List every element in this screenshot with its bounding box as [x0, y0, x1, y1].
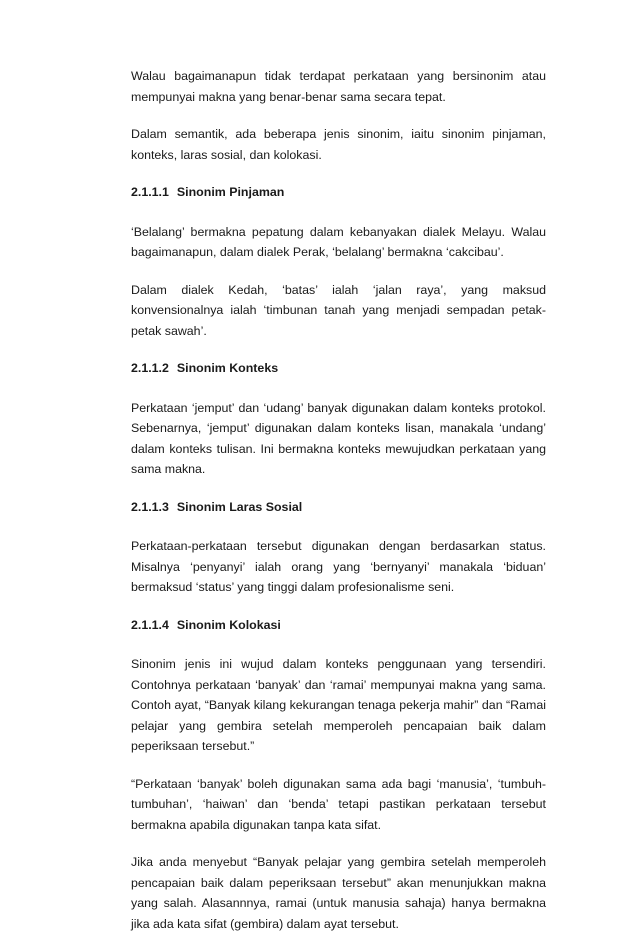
section-title: Sinonim Kolokasi — [176, 617, 281, 632]
section-heading-konteks — [131, 358, 546, 379]
section-number: 2.1.1.1 — [131, 185, 169, 199]
section-heading-laras-sosial — [131, 497, 546, 518]
paragraph-kedah: Dalam dialek Kedah, ‘batas’ ialah ‘jalan raya’, yang maksud konvensionalnya ialah ‘timbunan tanah yang menjadi sempadan petak-petak sawah’. — [131, 282, 546, 338]
section-heading-pinjaman — [131, 182, 546, 203]
paragraph-laras-sosial: Perkataan-perkataan tersebut digunakan dengan berdasarkan status. Misalnya ‘penyanyi’ ialah orang yang ‘bernyanyi’ manakala ‘biduan’ bermaksud ‘status’ yang tinggi dalam profesionalisme seni. — [131, 539, 546, 594]
paragraph-belalang: ‘Belalang’ bermakna pepatung dalam kebanyakan dialek Melayu. Walau bagaimanapun, dalam dialek Perak, ‘belalang’ bermakna ‘cakcibau’. — [131, 224, 546, 259]
section-title: Sinonim Laras Sosial — [176, 499, 303, 514]
paragraph-kolokasi: Sinonim jenis ini wujud dalam konteks penggunaan yang tersendiri. Contohnya perkataan ‘banyak’ dan ‘ramai’ mempunyai makna yang sama. Contoh ayat, “Banyak kilang kekurangan tenaga pekerja mahir” dan “Ramai pelajar yang gembira setelah memperoleh pencapaian baik dalam peperiksaan tersebut.” — [131, 657, 546, 753]
document-page — [131, 66, 546, 951]
paragraph-intro: Walau bagaimanapun tidak terdapat perkataan yang bersinonim atau mempunyai makna yang benar-benar sama secara tepat. — [131, 69, 546, 104]
section-number: 2.1.1.3 — [131, 499, 169, 514]
section-heading-kolokasi — [131, 615, 546, 636]
section-number: 2.1.1.2 — [131, 361, 169, 375]
section-number: 2.1.1.4 — [131, 617, 169, 632]
section-title: Sinonim Konteks — [176, 361, 279, 375]
paragraph-banyak-usage: “Perkataan ‘banyak’ boleh digunakan sama ada bagi ‘manusia’, ‘tumbuh-tumbuhan’, ‘haiwan’ dan ‘benda’ tetapi pastikan perkataan tersebut bermakna apabila digunakan tanpa kata sifat. — [131, 776, 546, 832]
section-title: Sinonim Pinjaman — [176, 185, 285, 199]
paragraph-types: Dalam semantik, ada beberapa jenis sinonim, iaitu sinonim pinjaman, konteks, laras sosial, dan kolokasi. — [131, 127, 546, 162]
paragraph-wrong-meaning: Jika anda menyebut “Banyak pelajar yang gembira setelah memperoleh pencapaian baik dalam peperiksaan tersebut” akan menunjukkan makna yang salah. Alasannnya, ramai (untuk manusia sahaja) hanya bermakna jika ada kata sifat (gembira) dalam ayat tersebut. — [131, 855, 546, 931]
paragraph-konteks: Perkataan ‘jemput’ dan ‘udang’ banyak digunakan dalam konteks protokol. Sebenarnya, ‘jemput’ digunakan dalam konteks lisan, manakala ‘undang’ dalam konteks tulisan. Ini bermakna konteks mewujudkan perkataan yang sama makna. — [131, 400, 546, 476]
